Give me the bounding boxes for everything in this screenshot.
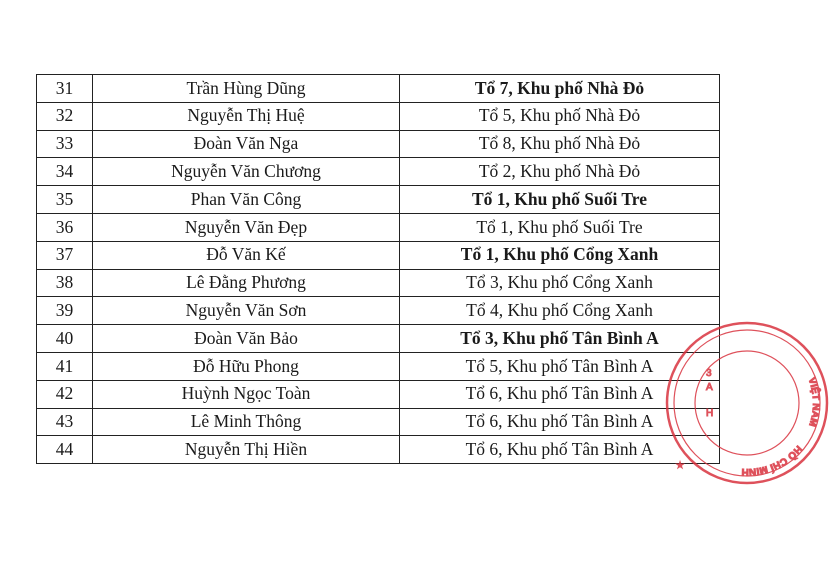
name-cell: Nguyễn Văn Sơn	[93, 297, 400, 325]
row-number-cell: 44	[37, 436, 93, 464]
table-row	[37, 102, 720, 130]
name-cell: Lê Minh Thông	[93, 408, 400, 436]
address-cell: Tổ 2, Khu phố Nhà Đỏ	[400, 158, 720, 186]
address-cell: Tổ 1, Khu phố Cổng Xanh	[400, 241, 720, 269]
row-number-cell: 33	[37, 130, 93, 158]
row-number-cell: 36	[37, 213, 93, 241]
name-cell: Nguyễn Thị Huệ	[93, 102, 400, 130]
table-row	[37, 380, 720, 408]
address-cell: Tổ 3, Khu phố Tân Bình A	[400, 325, 720, 353]
row-number-cell: 37	[37, 241, 93, 269]
address-cell: Tổ 7, Khu phố Nhà Đỏ	[400, 75, 720, 103]
row-number-cell: 32	[37, 102, 93, 130]
name-cell: Nguyễn Văn Chương	[93, 158, 400, 186]
table-row	[37, 408, 720, 436]
row-number-cell: 43	[37, 408, 93, 436]
seal-ring-text-a: VIỆT NAM	[805, 376, 822, 428]
table-row	[37, 352, 720, 380]
seal-inner-text-3: H	[706, 408, 714, 419]
address-cell: Tổ 6, Khu phố Tân Bình A	[400, 408, 720, 436]
address-cell: Tổ 6, Khu phố Tân Bình A	[400, 436, 720, 464]
seal-inner-text-1: 3	[706, 368, 712, 379]
name-cell: Đoàn Văn Nga	[93, 130, 400, 158]
seal-inner-text-2: A	[706, 382, 713, 393]
address-cell: Tổ 3, Khu phố Cổng Xanh	[400, 269, 720, 297]
address-cell: Tổ 1, Khu phố Suối Tre	[400, 186, 720, 214]
address-cell: Tổ 4, Khu phố Cổng Xanh	[400, 297, 720, 325]
table-row	[37, 130, 720, 158]
seal-ring-text-b: HỒ CHÍ MINH	[741, 443, 804, 478]
row-number-cell: 42	[37, 380, 93, 408]
name-cell: Đoàn Văn Bảo	[93, 325, 400, 353]
table-row	[37, 269, 720, 297]
table-row	[37, 158, 720, 186]
row-number-cell: 41	[37, 352, 93, 380]
address-cell: Tổ 6, Khu phố Tân Bình A	[400, 380, 720, 408]
table-row	[37, 436, 720, 464]
name-cell: Phan Văn Công	[93, 186, 400, 214]
name-cell: Huỳnh Ngọc Toàn	[93, 380, 400, 408]
row-number-cell: 34	[37, 158, 93, 186]
residents-table	[36, 74, 720, 464]
table-row	[37, 75, 720, 103]
table-row	[37, 186, 720, 214]
name-cell: Đỗ Hữu Phong	[93, 352, 400, 380]
name-cell: Nguyễn Thị Hiền	[93, 436, 400, 464]
row-number-cell: 40	[37, 325, 93, 353]
table-row	[37, 241, 720, 269]
red-stamp-seal	[662, 318, 832, 488]
row-number-cell: 31	[37, 75, 93, 103]
seal-star-icon: ★	[676, 461, 685, 471]
table-row	[37, 325, 720, 353]
row-number-cell: 35	[37, 186, 93, 214]
name-cell: Lê Đằng Phương	[93, 269, 400, 297]
address-cell: Tổ 8, Khu phố Nhà Đỏ	[400, 130, 720, 158]
address-cell: Tổ 5, Khu phố Nhà Đỏ	[400, 102, 720, 130]
row-number-cell: 39	[37, 297, 93, 325]
address-cell: Tổ 1, Khu phố Suối Tre	[400, 213, 720, 241]
table-row	[37, 297, 720, 325]
row-number-cell: 38	[37, 269, 93, 297]
name-cell: Nguyễn Văn Đẹp	[93, 213, 400, 241]
address-cell: Tổ 5, Khu phố Tân Bình A	[400, 352, 720, 380]
name-cell: Trần Hùng Dũng	[93, 75, 400, 103]
residents-table-body	[37, 75, 720, 464]
table-row	[37, 213, 720, 241]
name-cell: Đỗ Văn Kế	[93, 241, 400, 269]
